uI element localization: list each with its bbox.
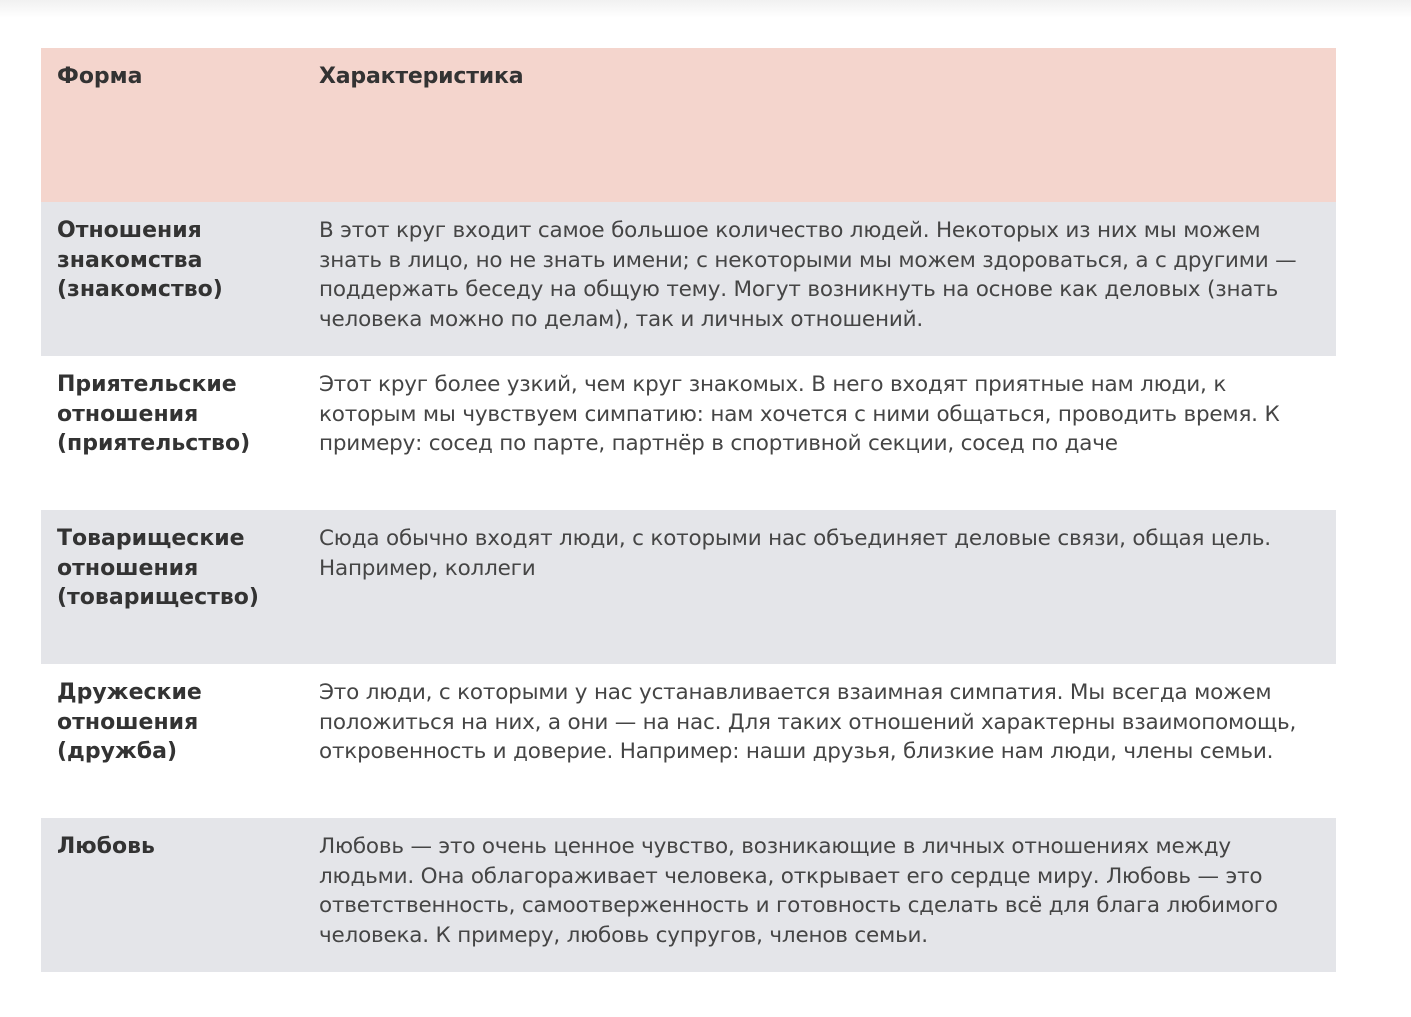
table-row [41, 356, 1336, 510]
table-row [41, 664, 1336, 818]
table-row [41, 510, 1336, 664]
description-cell: Любовь — это очень ценное чувство, возникающие в личных отношениях между людьми. Она облагораживает человека, открывает его сердце миру. Любовь — это ответственность, самоотверженность и готовность сделать всё для блага любимого человека. К примеру, любовь супругов, членов семьи. [319, 834, 1278, 948]
relationships-table [41, 48, 1336, 972]
header-form: Форма [57, 64, 143, 89]
form-cell: Любовь [57, 834, 155, 859]
description-cell: Этот круг более узкий, чем круг знакомых. В него входят приятные нам люди, к которым мы чувствуем симпатию: нам хочется с ними общаться, проводить время. К примеру: сосед по парте, партнёр в спортивной секции, сосед по даче [319, 372, 1280, 456]
description-cell: Это люди, с которыми у нас устанавливается взаимная симпатия. Мы всегда можем положиться на них, а они — на нас. Для таких отношений характерны взаимопомощь, откровенность и доверие. Например: наши друзья, близкие нам люди, члены семьи. [319, 680, 1297, 764]
form-cell: Отношения знакомства (знакомство) [57, 218, 223, 302]
form-cell: Приятельские отношения (приятельство) [57, 372, 251, 456]
description-cell: Сюда обычно входят люди, с которыми нас объединяет деловые связи, общая цель. Например, коллеги [319, 526, 1271, 581]
top-strip [0, 0, 1411, 18]
table-row [41, 818, 1336, 972]
form-cell: Дружеские отношения (дружба) [57, 680, 202, 764]
table-header-row [41, 48, 1336, 202]
description-cell: В этот круг входит самое большое количество людей. Некоторых из них мы можем знать в лицо, но не знать имени; с некоторыми мы можем здороваться, а с другими — поддержать беседу на общую тему. Могут возникнуть на основе как деловых (знать человека можно по делам), так и личных отношений. [319, 218, 1297, 332]
table-row [41, 202, 1336, 356]
header-characteristic: Характеристика [319, 64, 524, 89]
form-cell: Товарищеские отношения (товарищество) [57, 526, 259, 610]
